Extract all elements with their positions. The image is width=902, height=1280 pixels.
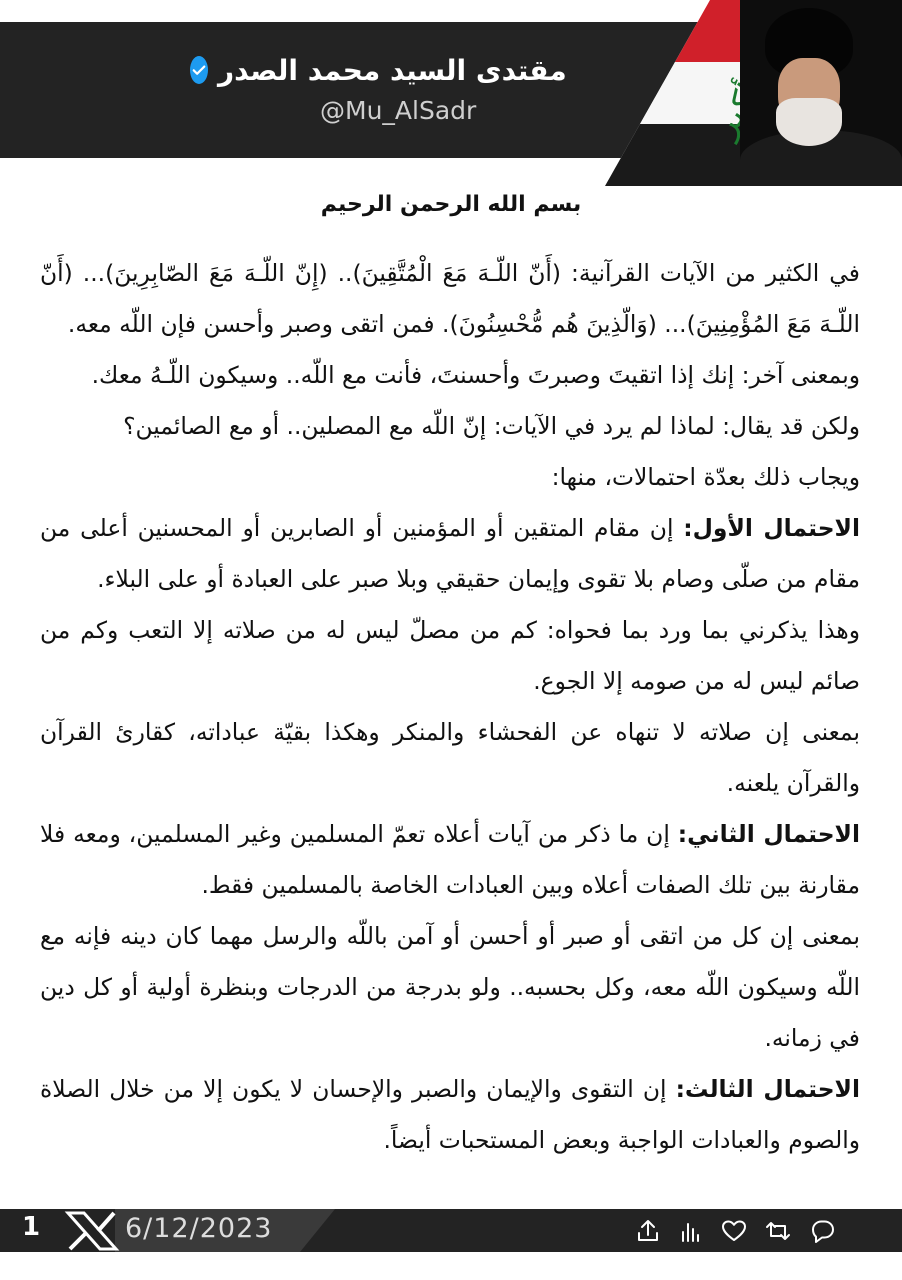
post-paragraph: وبمعنى آخر: إنك إذا اتقيتَ وصبرتَ وأحسنتَ، فأنت مع اللّه.. وسيكون اللّـهُ معك.	[91, 361, 860, 389]
third-possibility-label: الاحتمال الثالث:	[675, 1075, 860, 1103]
post-paragraph: وهذا يذكرني بما ورد بما فحواه: كم من مصلّ ليس له من صلاته إلا التعب وكم من صائم ليس له من صومه إلا الجوع.	[40, 616, 860, 695]
post-date: 6/12/2023	[125, 1213, 273, 1244]
first-possibility-label: الاحتمال الأول:	[683, 514, 860, 542]
post-paragraph: ويجاب ذلك بعدّة احتمالات، منها:	[551, 463, 860, 491]
third-possibility-text: إن التقوى والإيمان والصبر والإحسان لا يكون إلا من خلال الصلاة والصوم والعبادات الواجبة وبعض المستحبات أيضاً.	[40, 1075, 860, 1154]
share-icon[interactable]	[634, 1217, 662, 1245]
second-possibility-text: إن ما ذكر من آيات أعلاه تعمّ المسلمين وغير المسلمين، ومعه فلا مقارنة بين تلك الصفات أعلاه وبين العبادات الخاصة بالمسلمين فقط.	[40, 820, 860, 899]
reply-icon[interactable]	[809, 1217, 837, 1245]
flag-script: أكبر	[705, 76, 770, 145]
verified-badge-icon	[190, 56, 208, 84]
post-body	[40, 248, 860, 1166]
post-paragraph: بمعنى إن كل من اتقى أو صبر أو أحسن أو آمن باللّه والرسل مهما كان دينه فإنه مع اللّه وسيكون اللّه معه، وكل بحسبه.. ولو بدرجة من الدرجات وبنظرة أولية أو كل دين في زمانه.	[40, 922, 860, 1052]
post-paragraph: بمعنى إن صلاته لا تنهاه عن الفحشاء والمنكر وهكذا بقيّة عباداته، كقارئ القرآن والقرآن يلعنه.	[40, 718, 860, 797]
photo-beard	[776, 98, 842, 146]
account-name-row[interactable]	[190, 52, 567, 88]
first-possibility-text: إن مقام المتقين أو المؤمنين أو الصابرين أو المحسنين أعلى من مقام من صلّى وصام بلا تقوى وإيمان حقيقي وبلا صبر على العبادة أو على البلاء.	[40, 514, 860, 593]
views-icon[interactable]	[677, 1217, 705, 1245]
post-paragraph: في الكثير من الآيات القرآنية: (أَنّ اللّـهَ مَعَ الْمُتَّقِينَ).. (إِنّ اللّـهَ مَعَ الصّابِرِينَ)... (أَنّ اللّـهَ مَعَ المُؤْمِنِينَ)... (وَالّذِينَ هُم مُّحْسِنُونَ). فمن اتقى وصبر وأحسن فإن اللّه معه.	[40, 259, 860, 338]
account-handle[interactable]: @Mu_AlSadr	[320, 96, 477, 125]
account-name: مقتدى السيد محمد الصدر	[218, 53, 567, 87]
retweet-icon[interactable]	[764, 1217, 792, 1245]
bismillah-heading: بسم الله الرحمن الرحيم	[320, 192, 582, 217]
x-logo-icon	[62, 1211, 122, 1251]
second-possibility-label: الاحتمال الثاني:	[677, 820, 860, 848]
like-icon[interactable]	[720, 1217, 748, 1245]
page-number: 1	[22, 1212, 41, 1242]
second-possibility	[40, 809, 860, 911]
post-footer	[0, 1209, 902, 1252]
first-possibility	[40, 503, 860, 605]
third-possibility	[40, 1064, 860, 1166]
profile-photo[interactable]	[740, 0, 902, 186]
post-paragraph: ولكن قد يقال: لماذا لم يرد في الآيات: إنّ اللّه مع المصلين.. أو مع الصائمين؟	[123, 412, 860, 440]
